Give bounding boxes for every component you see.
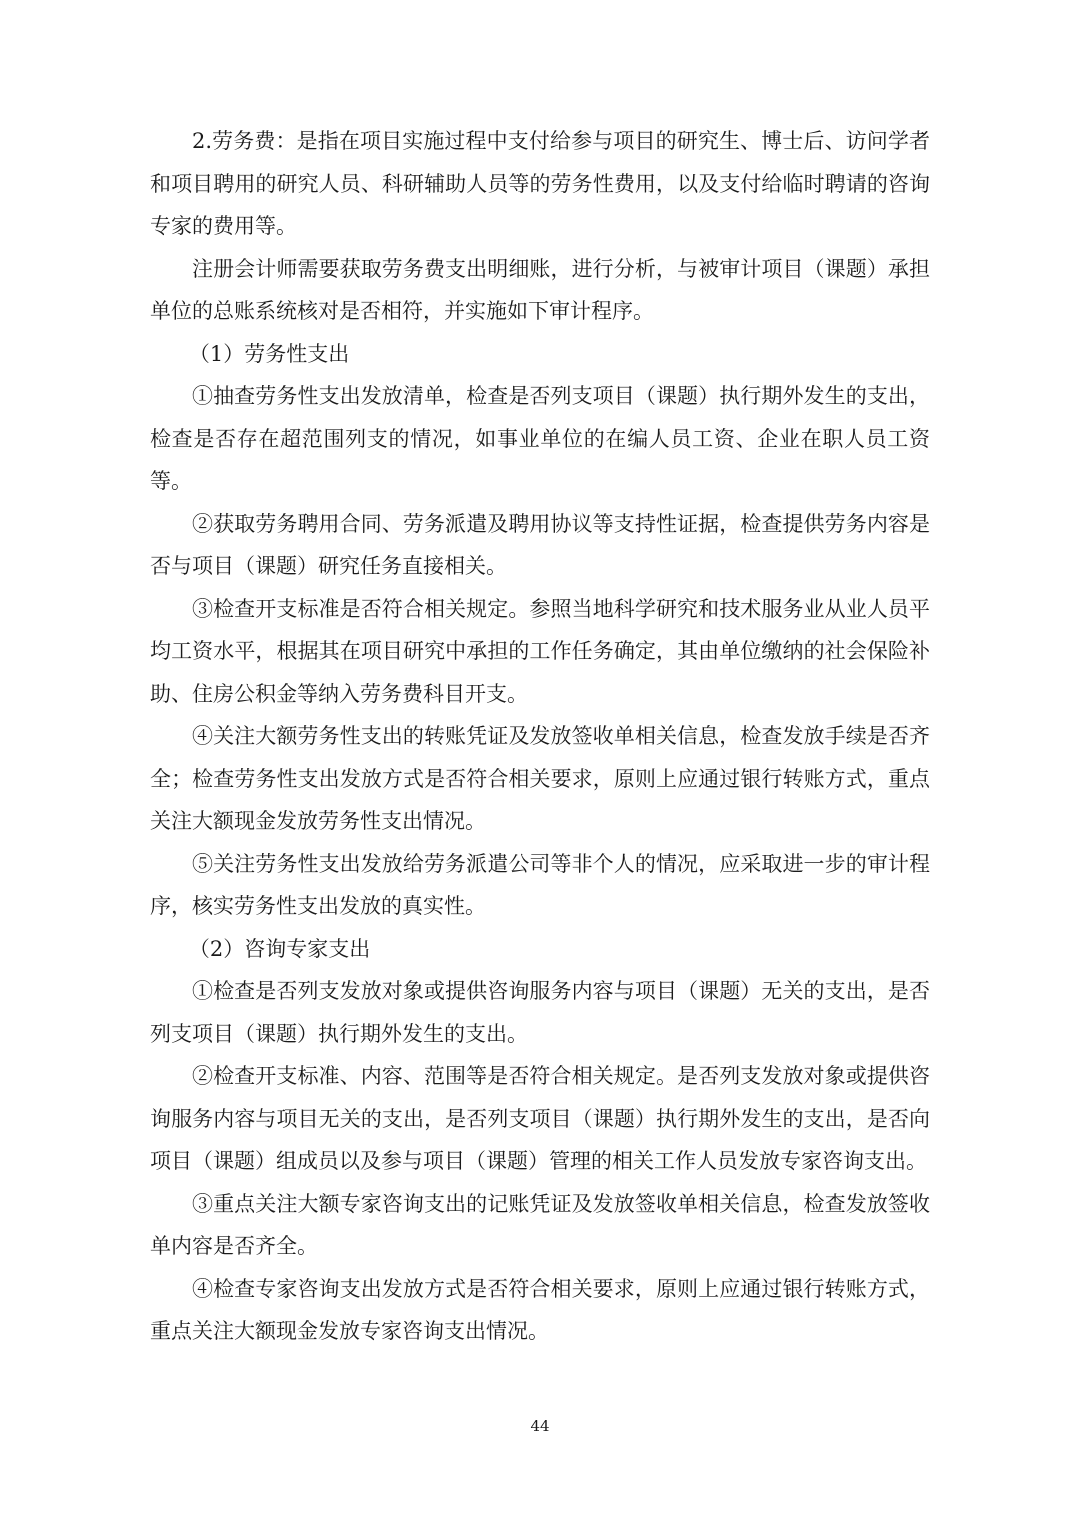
paragraph-consulting-item-1: ①检查是否列支发放对象或提供咨询服务内容与项目（课题）无关的支出，是否列支项目（课题）执行期外发生的支出。: [150, 979, 930, 1046]
paragraph-labor-item-1: ①抽查劳务性支出发放清单，检查是否列支项目（课题）执行期外发生的支出，检查是否存在超范围列支的情况，如事业单位的在编人员工资、企业在职人员工资等。: [150, 384, 930, 493]
paragraph-labor-item-3: ③检查开支标准是否符合相关规定。参照当地科学研究和技术服务业从业人员平均工资水平，根据其在项目研究中承担的工作任务确定，其由单位缴纳的社会保险补助、住房公积金等纳入劳务费科目开支。: [150, 596, 930, 706]
document-body: [150, 120, 930, 1353]
page-number: 44: [530, 1417, 550, 1435]
paragraph-consulting-item-2: ②检查开支标准、内容、范围等是否符合相关规定。是否列支发放对象或提供咨询服务内容与项目无关的支出，是否列支项目（课题）执行期外发生的支出，是否向项目（课题）组成员以及参与项目（课题）管理的相关工作人员发放专家咨询支出。: [150, 1064, 930, 1173]
paragraph-audit-overview: 注册会计师需要获取劳务费支出明细账，进行分析，与被审计项目（课题）承担单位的总账系统核对是否相符，并实施如下审计程序。: [150, 256, 930, 323]
paragraph-labor-cost-definition: 2.劳务费：是指在项目实施过程中支付给参与项目的研究生、博士后、访问学者和项目聘用的研究人员、科研辅助人员等的劳务性费用，以及支付给临时聘请的咨询专家的费用等。: [150, 129, 930, 238]
paragraph-consulting-item-4: ④检查专家咨询支出发放方式是否符合相关要求，原则上应通过银行转账方式，重点关注大额现金发放专家咨询支出情况。: [150, 1276, 930, 1343]
paragraph-labor-item-5: ⑤关注劳务性支出发放给劳务派遣公司等非个人的情况，应采取进一步的审计程序，核实劳务性支出发放的真实性。: [150, 851, 930, 918]
paragraph-labor-item-4: ④关注大额劳务性支出的转账凭证及发放签收单相关信息，检查发放手续是否齐全；检查劳务性支出发放方式是否符合相关要求，原则上应通过银行转账方式，重点关注大额现金发放劳务性支出情况。: [150, 724, 930, 833]
subheading-consulting-expert-expenses: （2）咨询专家支出: [188, 936, 371, 961]
paragraph-consulting-item-3: ③重点关注大额专家咨询支出的记账凭证及发放签收单相关信息，检查发放签收单内容是否齐全。: [150, 1191, 930, 1258]
paragraph-labor-item-2: ②获取劳务聘用合同、劳务派遣及聘用协议等支持性证据，检查提供劳务内容是否与项目（课题）研究任务直接相关。: [150, 511, 930, 578]
subheading-labor-expenses: （1）劳务性支出: [188, 341, 350, 366]
